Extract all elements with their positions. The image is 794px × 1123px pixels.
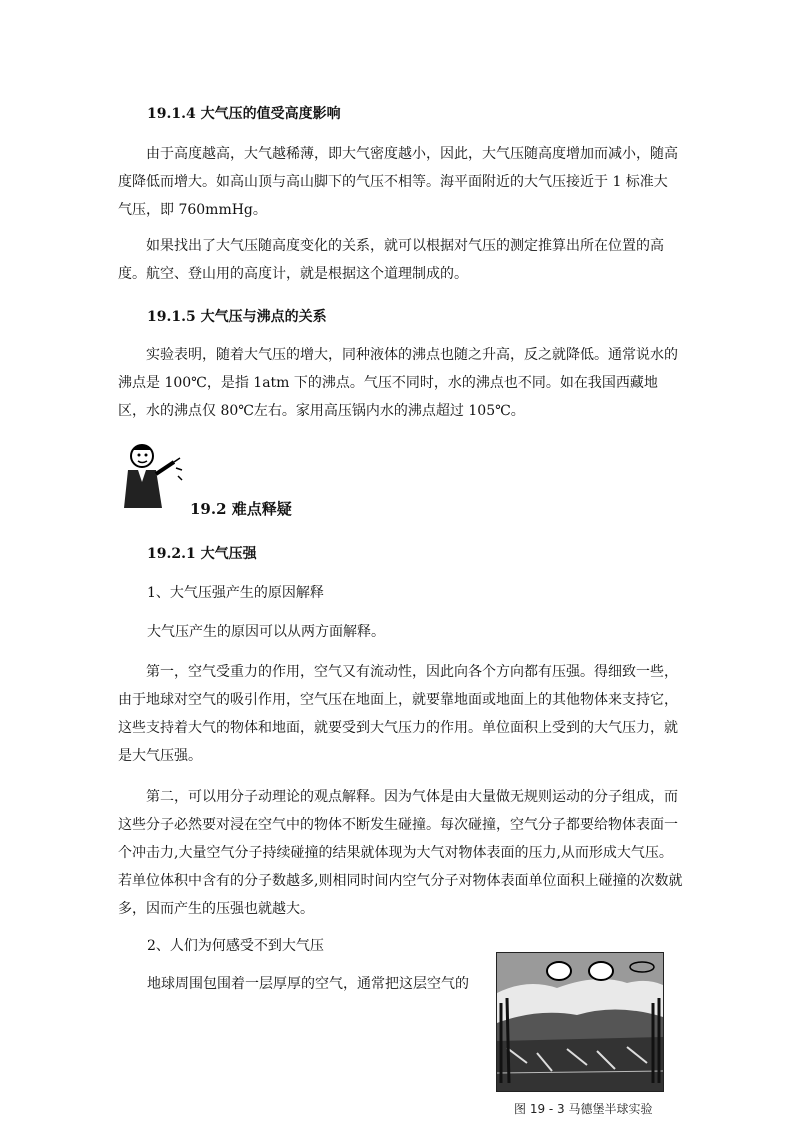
paragraph: 地球周围包围着一层厚厚的空气，通常把这层空气的 — [147, 976, 469, 992]
paragraph: 大气压产生的原因可以从两方面解释。 — [147, 624, 385, 640]
item-title: 2、人们为何感受不到大气压 — [147, 938, 324, 954]
section-heading-19-1-4: 19.1.4 大气压的值受高度影响 — [147, 106, 341, 122]
teacher-clipart-icon — [118, 440, 190, 512]
magdeburg-hemispheres-figure — [496, 952, 664, 1092]
paragraph: 由于高度越高，大气越稀薄，即大气密度越小，因此，大气压随高度增加而减小，随高度降低而增大。如高山顶与高山脚下的气压不相等。海平面附近的大气压接近于 1 标准大气压，即 760mmHg。 — [118, 146, 678, 218]
paragraph: 如果找出了大气压随高度变化的关系，就可以根据对气压的测定推算出所在位置的高度。航空、登山用的高度计，就是根据这个道理制成的。 — [118, 238, 664, 282]
paragraph: 第二，可以用分子动理论的观点解释。因为气体是由大量做无规则运动的分子组成，而这些分子必然要对浸在空气中的物体不断发生碰撞。每次碰撞，空气分子都要给物体表面一个冲击力,大量空气分子持续碰撞的结果就体现为大气对物体表面的压力,从而形成大气压。若单位体积中含有的分子数越多,则相同时间内空气分子对物体表面单位面积上碰撞的次数就多，因而产生的压强也就越大。 — [118, 789, 683, 917]
figure-caption: 图 19 - 3 马德堡半球实验 — [514, 1102, 653, 1116]
section-heading-19-2: 19.2 难点释疑 — [190, 500, 292, 518]
engraving-illustration-icon — [497, 953, 663, 1091]
paragraph: 第一，空气受重力的作用，空气又有流动性，因此向各个方向都有压强。得细致一些，由于地球对空气的吸引作用，空气压在地面上，就要靠地面或地面上的其他物体来支持它，这些支持着大气的物体和地面，就要受到大气压力的作用。单位面积上受到的大气压力，就是大气压强。 — [118, 664, 678, 764]
section-heading-19-1-5: 19.1.5 大气压与沸点的关系 — [147, 309, 327, 325]
item-title: 1、大气压强产生的原因解释 — [147, 585, 324, 601]
sub-heading-19-2-1: 19.2.1 大气压强 — [147, 546, 257, 562]
paragraph: 实验表明，随着大气压的增大，同种液体的沸点也随之升高，反之就降低。通常说水的沸点是 100℃，是指 1atm 下的沸点。气压不同时，水的沸点也不同。如在我国西藏地区，水的沸点仅 80℃左右。家用高压锅内水的沸点超过 105℃。 — [118, 347, 678, 419]
